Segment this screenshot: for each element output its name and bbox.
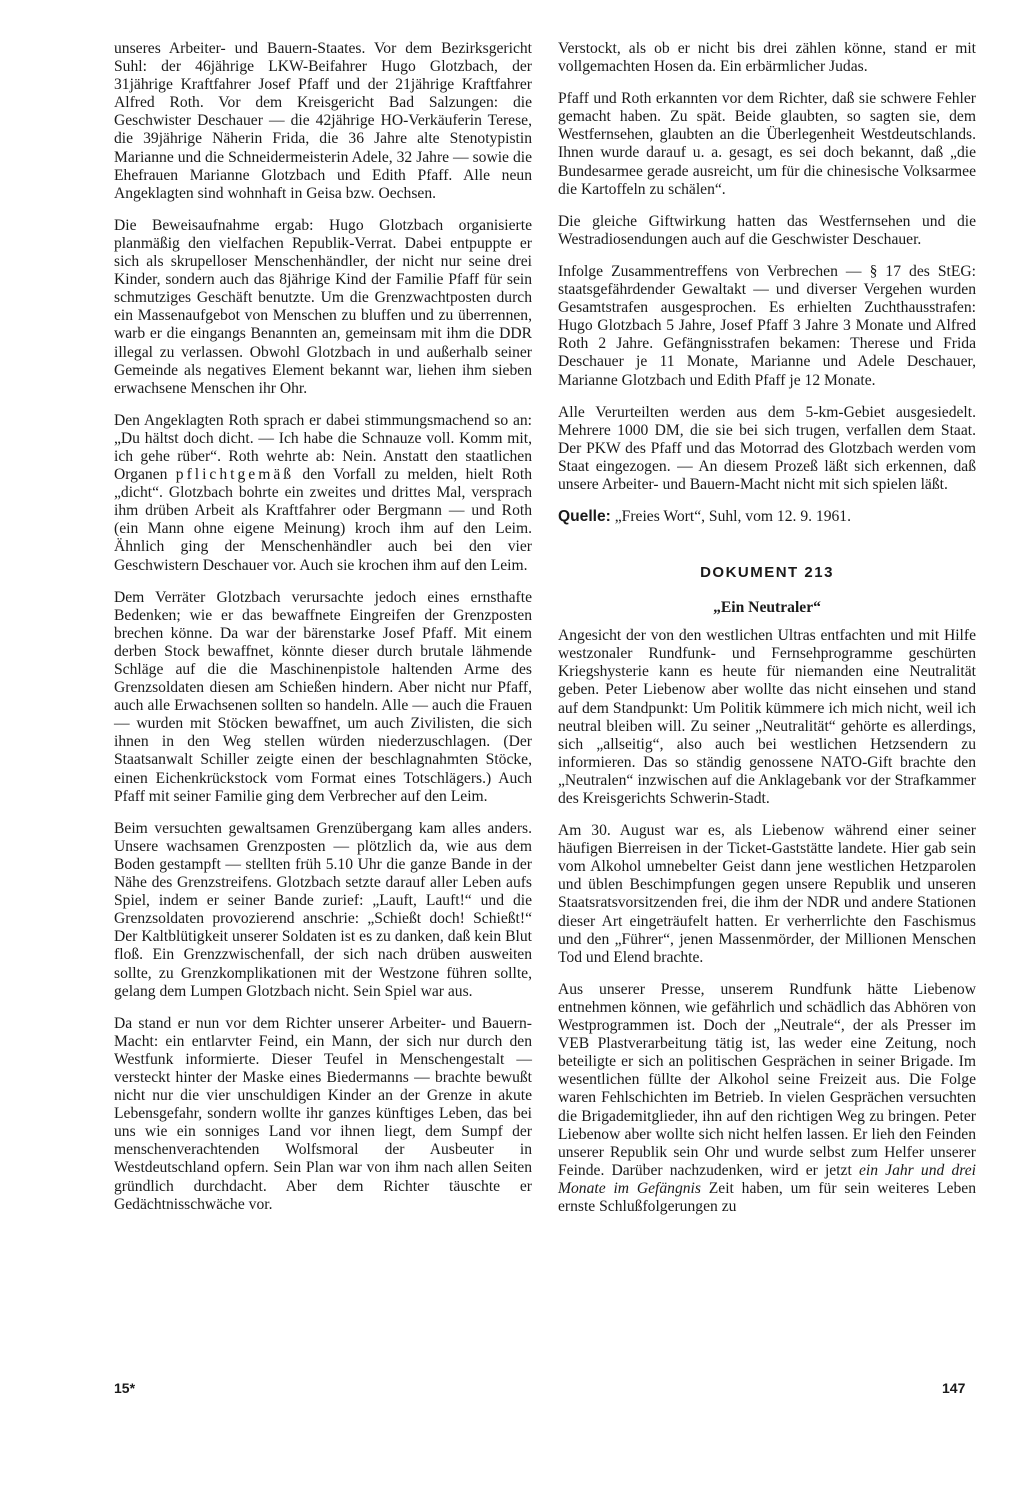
paragraph: Die gleiche Giftwirkung hatten das Westfernsehen und die Westradiosendungen auch auf die Geschwister Deschauer. (558, 212, 976, 248)
text-run: den Vorfall zu melden, hielt Roth „dicht“. Glotzbach bohrte ein zweites und drittes Mal, versprach ihm drüben Arbeit als Kraftfahrer oder Bergmann — und Roth (ein Mann ohne eigene Meinung) kroch ihm auf den Leim. Ähnlich ging der Menschenhändler auch bei den vier Geschwistern Deschauer vor. Auch sie krochen ihm auf den Leim. (114, 466, 532, 574)
document-heading: DOKUMENT 213 (700, 564, 834, 582)
paragraph: Infolge Zusammentreffens von Verbrechen — § 17 des StEG: staatsgefährdender Gewaltakt — und diverser Vergehen wurden Gesamtstrafen ausgesprochen. Es erhielten Zuchthausstrafen: Hugo Glotzbach 5 Jahre, Josef Pfaff 3 Jahre 3 Monate und Alfred Roth 2 Jahre. Gefängnisstrafen bekamen: Therese und Frida Deschauer je 11 Monate, Marianne und Adele Deschauer, Marianne Glotzbach und Edith Pfaff je 12 Monate. (558, 262, 976, 389)
paragraph: Verstockt, als ob er nicht bis drei zählen könne, stand er mit vollgemachten Hosen da. Ein erbärmlicher Judas. (558, 40, 976, 76)
paragraph: Pfaff und Roth erkannten vor dem Richter, daß sie schwere Fehler gemacht haben. Zu spät. Beide glaubten, so sagten sie, dem Westfernsehen, glaubten an die Überlegenheit Westdeutschlands. Ihnen wurde darauf u. a. gesagt, es sei doch bekannt, daß „die Bundesarmee gerade ausreicht, um für die chinesische Volksarmee die Kartoffeln zu schälen“. (558, 90, 976, 198)
paragraph: Angesicht der von den westlichen Ultras entfachten und mit Hilfe westzonaler Rundfunk- und Fernsehprogramme geschürten Kriegshysterie kann es heute für niemanden eine Neutralität geben. Peter Liebenow aber wollte das nicht einsehen und stand auf dem Standpunkt: Um Politik kümmere ich mich nicht, weil ich neutral bleiben will. Zu seiner „Neutralität“ gehörte es allerdings, sich „allseitig“, also auch bei westlichen Hetzsendern zu informieren. Das so ständig genossene NATO-Gift brachte den „Neutralen“ inzwischen auf die Anklagebank vor der Strafkammer des Kreisgerichts Schwerin-Stadt. (558, 627, 976, 807)
paragraph: Am 30. August war es, als Liebenow während einer seiner häufigen Bierreisen in der Ticket-Gaststätte landete. Hier gab sein vom Alkohol umnebelter Geist dann jene westlichen Hetzparolen und üblen Beschimpfungen gegen unsere Republik und unseren Staatsratsvorsitzenden frei, die ihm der NDR und andere Stationen dieser Art eingeträufelt hatten. Er verherrlichte den Faschismus und den „Führer“, jenen Massenmörder, der Millionen Menschen Tod und Elend brachte. (558, 822, 976, 966)
source-text: „Freies Wort“, Suhl, vom 12. 9. 1961. (610, 508, 852, 526)
text-run: Aus unserer Presse, unserem Rundfunk hätte Liebenow entnehmen können, wie gefährlich und schädlich das Abhören von Westprogrammen ist. Doch der „Neutrale“, der als Presser im VEB Plastverarbeitung tätig ist, las weder eine Zeitung, noch beteiligte er sich an politischen Gesprächen in seiner Brigade. Im wesentlichen füllte der Alkohol seine Freizeit aus. Die Folge waren Fehlschichten im Betrieb. In vielen Gesprächen versuchten die Brigademitglieder, ihn auf den richtigen Weg zu bringen. Peter Liebenow aber wollte sich nicht helfen lassen. Er lieh den Feinden unserer Republik sein Ohr und wurde selbst zum Helfer unserer Feinde. Darüber nachzudenken, wird er jetzt (558, 980, 976, 1179)
paragraph (114, 412, 532, 575)
signature-mark: 15* (114, 1380, 136, 1396)
paragraph (558, 981, 976, 1216)
paragraph: Dem Verräter Glotzbach verursachte jedoch eines ernsthafte Bedenken; wie er das bewaffnete Eingreifen der Grenzposten brechen könne. Da war der bärenstarke Josef Pfaff. Mit einem derben Stock bewaffnet, könnte dieser durch brutale lähmende Schläge auf die die Maschinenpistole haltenden Arme des Grenzsoldaten diesen am Schießen hindern. Aber nicht nur Pfaff, auch alle Erwachsenen sollten so handeln. Alle — auch die Frauen — wurden mit Stöcken bewaffnet, um auch Zivilisten, die sich ihnen in den Weg stellen würden niederzuschlagen. (Der Staatsanwalt Schiller zeigte einen der beschlagnahmten Stöcke, einen Eichenkrückstock vom Format eines Totschlägers.) Auch Pfaff mit seiner Familie ging dem Verbrecher auf den Leim. (114, 588, 532, 805)
paragraph: Da stand er nun vor dem Richter unserer Arbeiter- und Bauern-Macht: ein entlarvter Feind, ein Mann, der sich nur durch den Westfunk informierte. Dieser Teufel in Menschengestalt — versteckt hinter der Maske eines Biedermanns — brachte bewußt nicht nur die vier unschuldigen Kinder an der Grenze in akute Lebensgefahr, sondern wollte ihr ganzes künftiges Leben, das bei uns wie ein sonniges Land vor ihnen liegt, dem Sumpf der menschenverachtenden Wolfsmoral der Ausbeuter in Westdeutschland opfern. Sein Plan war von ihm nach allen Seiten gründlich durchdacht. Aber dem Richter täuschte er Gedächtnisschwäche vor. (114, 1014, 532, 1213)
source-label: Quelle: (558, 508, 611, 526)
paragraph: Alle Verurteilten werden aus dem 5-km-Gebiet ausgesiedelt. Mehrere 1000 DM, die sie bei sich trugen, verfallen dem Staat. Der PKW des Pfaff und das Motorrad des Glotzbach werden vom Staat eingezogen. — An diesem Prozeß läßt sich erkennen, daß unsere Arbeiter- und Bauern-Macht nicht mit sich spielen läßt. (558, 403, 976, 493)
italic-emphasis: ein Jahr und drei Monate im Gefängnis (558, 1161, 976, 1197)
right-column (558, 40, 976, 1230)
source-citation (558, 508, 976, 526)
text-run: Den Angeklagten Roth sprach er dabei stimmungsmachend so an: „Du hältst doch dicht. — Ich habe die Schnauze voll. Komm mit, ich gehe rüber“. Roth wehrte ab: Nein. Anstatt den staatlichen Organen (114, 411, 532, 484)
left-column (114, 40, 532, 1228)
text-run: Zeit haben, um für sein weiteres Leben ernste Schlußfolgerungen zu (558, 1179, 976, 1215)
paragraph: Beim versuchten gewaltsamen Grenzübergang kam alles anders. Unsere wachsamen Grenzposten — plötzlich da, wie aus dem Boden gestampft — stellten früh 5.10 Uhr die ganze Bande in der Nähe des Grenzstreifens. Glotzbach setzte darauf aller Leben aufs Spiel, indem er seiner Bande zurief: „Lauft, Lauft!“ und die Grenzsoldaten provozierend anschrie: „Schießt doch! Schießt!“ Der Kaltblütigkeit unserer Soldaten ist es zu danken, daß kein Blut floß. Ein Grenzzwischenfall, der sich nach drüben ausweiten sollte, zu Grenzkomplikationen mit der Westzone führen sollte, gelang dem Lumpen Glotzbach nicht. Sein Spiel war aus. (114, 819, 532, 1000)
spaced-emphasis: pflichtgemäß (175, 466, 295, 484)
paragraph: Die Beweisaufnahme ergab: Hugo Glotzbach organisierte planmäßig den vielfachen Republik-Verrat. Dabei entpuppte er sich als skrupelloser Menschenhändler, der nicht nur seine drei Kinder, sondern auch das 8jährige Kind der Familie Pfaff für sein schmutziges Geschäft benutzte. Um die Grenzwachtposten durch ein Massenaufgebot von Menschen zu bluffen und zu überrennen, warb er die eingangs Benannten an, gemeinsam mit ihm die DDR illegal zu verlassen. Obwohl Glotzbach in und außerhalb seiner Gemeinde als negatives Element bekannt war, liehen ihm sieben erwachsene Menschen ihr Ohr. (114, 216, 532, 397)
page-number: 147 (942, 1380, 966, 1396)
paragraph: unseres Arbeiter- und Bauern-Staates. Vor dem Bezirksgericht Suhl: der 46jährige LKW-Beifahrer Hugo Glotzbach, der 31jährige Kraftfahrer Josef Pfaff und der 21jährige Kraftfahrer Alfred Roth. Vor dem Kreisgericht Bad Salzungen: die Geschwister Deschauer — die 42jährige HO-Verkäuferin Terese, die 39jährige Näherin Frida, die 36 Jahre alte Stenotypistin Marianne und die Schneidermeisterin Adele, 32 Jahre — sowie die Ehefrauen Marianne Glotzbach und Edith Pfaff. Alle neun Angeklagten sind wohnhaft in Geisa bzw. Oechsen. (114, 40, 532, 202)
document-title: „Ein Neutraler“ (713, 599, 821, 617)
